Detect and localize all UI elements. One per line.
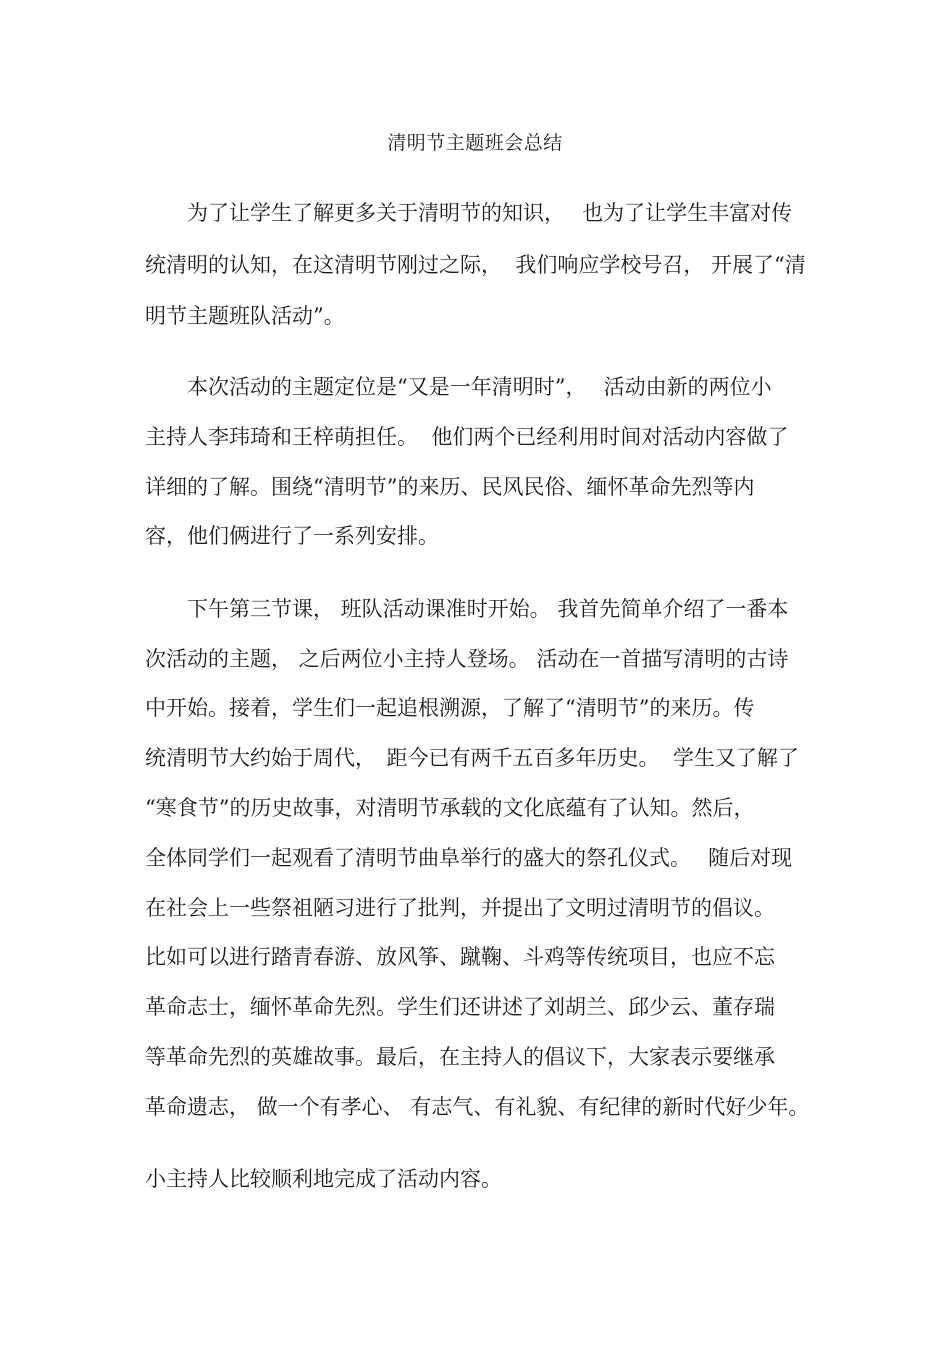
paragraph-line: 主持人李玮琦和王梓萌担任。 他们两个已经利用时间对活动内容做了 <box>145 425 789 449</box>
paragraph-line: “寒食节”的历史故事，对清明节承载的文化底蕴有了认知。然后， <box>145 796 755 820</box>
document-title: 清明节主题班会总结 <box>387 132 563 154</box>
paragraph-line: 中开始。接着，学生们一起追根溯源，了解了“清明节”的来历。传 <box>145 696 755 720</box>
paragraph-line: 次活动的主题， 之后两位小主持人登场。 活动在一首描写清明的古诗 <box>145 647 789 671</box>
paragraph-line: 为了让学生了解更多关于清明节的知识， 也为了让学生丰富对传 <box>145 201 793 225</box>
paragraph-line: 本次活动的主题定位是“又是一年清明时”， 活动由新的两位小 <box>145 375 772 399</box>
paragraph-line: 统清明的认知，在这清明节刚过之际， 我们响应学校号召， 开展了“清 <box>145 253 806 277</box>
paragraph-line: 容，他们俩进行了一系列安排。 <box>145 524 439 548</box>
paragraph-line: 比如可以进行踏青春游、放风筝、蹴鞠、斗鸡等传统项目，也应不忘 <box>145 945 775 969</box>
paragraph-line: 详细的了解。围绕“清明节”的来历、民风民俗、缅怀革命先烈等内 <box>145 475 755 499</box>
paragraph-line: 明节主题班队活动”。 <box>145 304 345 328</box>
paragraph-line: 全体同学们一起观看了清明节曲阜举行的盛大的祭孔仪式。 随后对现 <box>145 846 793 870</box>
paragraph-line: 在社会上一些祭祖陋习进行了批判，并提出了文明过清明节的倡议。 <box>145 896 775 920</box>
paragraph-line: 等革命先烈的英雄故事。最后，在主持人的倡议下，大家表示要继承 <box>145 1045 775 1069</box>
paragraph-line: 革命遗志， 做一个有孝心、 有志气、有礼貌、有纪律的新时代好少年。 <box>145 1095 810 1119</box>
paragraph-line: 下午第三节课， 班队活动课准时开始。 我首先简单介绍了一番本 <box>145 597 789 621</box>
paragraph-line: 小主持人比较顺利地完成了活动内容。 <box>145 1167 502 1191</box>
paragraph-line: 革命志士，缅怀革命先烈。学生们还讲述了刘胡兰、邱少云、董存瑞 <box>145 995 775 1019</box>
paragraph-line: 统清明节大约始于周代， 距今已有两千五百多年历史。 学生又了解了 <box>145 746 799 770</box>
